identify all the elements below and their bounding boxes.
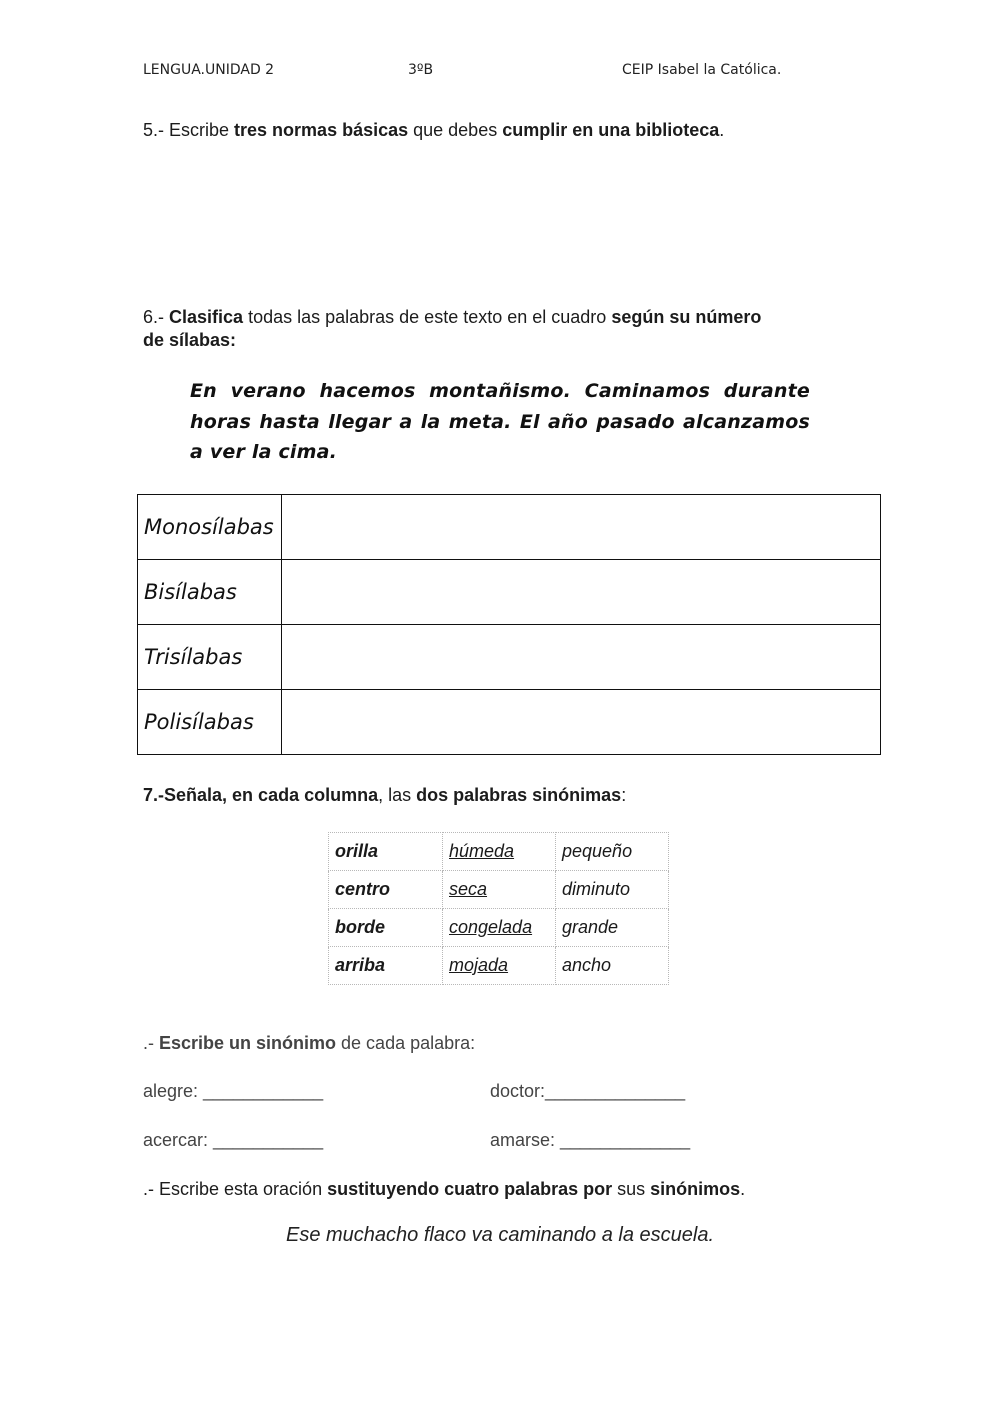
q5-bold-2: cumplir en una biblioteca bbox=[502, 120, 720, 140]
q7-text-2: : bbox=[621, 785, 627, 805]
q9-text-1: sus bbox=[612, 1179, 651, 1199]
q9-text-2: . bbox=[740, 1179, 746, 1199]
question-8 bbox=[143, 1033, 475, 1054]
table-row bbox=[329, 909, 669, 947]
row-label-monosilabas: Monosílabas bbox=[138, 495, 282, 560]
q9-text-0: .- Escribe esta oración bbox=[143, 1179, 328, 1199]
q5-text-1: 5.- Escribe bbox=[143, 120, 235, 140]
q9-bold-2: sinónimos bbox=[650, 1179, 741, 1199]
word-cell[interactable]: arriba bbox=[329, 947, 443, 985]
answer-cell-polisilabas[interactable] bbox=[282, 690, 881, 755]
q6-text-1: todas las palabras de este texto en el cuadro bbox=[243, 307, 612, 327]
word-cell[interactable]: húmeda bbox=[443, 833, 556, 871]
answer-cell-bisilabas[interactable] bbox=[282, 560, 881, 625]
q7-bold-1: .-Señala, en cada columna bbox=[153, 785, 379, 805]
header-class: 3ºB bbox=[408, 62, 434, 78]
answer-cell-monosilabas[interactable] bbox=[282, 495, 881, 560]
word-cell[interactable]: orilla bbox=[329, 833, 443, 871]
table-row bbox=[138, 690, 881, 755]
q8-bold-1: Escribe un sinónimo bbox=[159, 1033, 337, 1053]
q5-bold-1: tres normas básicas bbox=[234, 120, 409, 140]
word-cell[interactable]: mojada bbox=[443, 947, 556, 985]
table-row bbox=[329, 833, 669, 871]
q7-number: 7 bbox=[143, 785, 154, 805]
syllable-table bbox=[137, 494, 881, 755]
header-school: CEIP Isabel la Católica. bbox=[622, 62, 782, 78]
q7-text-1: , las bbox=[378, 785, 417, 805]
q8-text-1: de cada palabra: bbox=[336, 1033, 476, 1053]
table-row bbox=[138, 625, 881, 690]
example-sentence: Ese muchacho flaco va caminando a la escuela. bbox=[285, 1224, 715, 1246]
word-cell[interactable]: pequeño bbox=[556, 833, 669, 871]
word-cell[interactable]: seca bbox=[443, 871, 556, 909]
header-subject: LENGUA.UNIDAD 2 bbox=[143, 62, 275, 78]
word-cell[interactable]: centro bbox=[329, 871, 443, 909]
reading-passage: En verano hacemos montañismo. Caminamos durante horas hasta llegar a la meta. El año pasado alcanzamos a ver la cima. bbox=[190, 380, 810, 463]
synonym-item-amarse bbox=[490, 1130, 690, 1151]
word-cell[interactable]: grande bbox=[556, 909, 669, 947]
answer-blank[interactable]: _____________ bbox=[560, 1130, 691, 1150]
q7-bold-2: dos palabras sinónimas bbox=[416, 785, 622, 805]
row-label-bisilabas: Bisílabas bbox=[138, 560, 282, 625]
row-label-polisilabas: Polisílabas bbox=[138, 690, 282, 755]
synonym-item-doctor bbox=[490, 1081, 685, 1102]
row-label-trisilabas: Trisílabas bbox=[138, 625, 282, 690]
table-row bbox=[138, 495, 881, 560]
q5-text-3: . bbox=[719, 120, 725, 140]
q8-text-0: .- bbox=[143, 1033, 159, 1053]
table-row bbox=[138, 560, 881, 625]
word-cell[interactable]: diminuto bbox=[556, 871, 669, 909]
answer-cell-trisilabas[interactable] bbox=[282, 625, 881, 690]
item-label: doctor: bbox=[490, 1081, 546, 1101]
answer-blank[interactable]: ___________ bbox=[213, 1130, 324, 1150]
item-label: alegre: bbox=[143, 1081, 204, 1101]
question-6-line-1 bbox=[143, 307, 761, 328]
synonym-table bbox=[328, 832, 669, 985]
question-7 bbox=[143, 785, 626, 806]
question-5 bbox=[143, 120, 724, 141]
q5-text-2: que debes bbox=[408, 120, 503, 140]
question-6-line-2 bbox=[143, 330, 236, 351]
word-cell[interactable]: congelada bbox=[443, 909, 556, 947]
q6-bold-3: de sílabas: bbox=[143, 330, 237, 350]
q6-bold-2: según su número bbox=[611, 307, 762, 327]
synonym-item-alegre bbox=[143, 1081, 323, 1102]
synonym-item-acercar bbox=[143, 1130, 323, 1151]
table-row bbox=[329, 871, 669, 909]
table-row bbox=[329, 947, 669, 985]
item-label: amarse: bbox=[490, 1130, 561, 1150]
item-label: acercar: bbox=[143, 1130, 214, 1150]
word-cell[interactable]: borde bbox=[329, 909, 443, 947]
answer-blank[interactable]: ______________ bbox=[545, 1081, 686, 1101]
question-9 bbox=[143, 1179, 745, 1200]
word-cell[interactable]: ancho bbox=[556, 947, 669, 985]
q9-bold-1: sustituyendo cuatro palabras por bbox=[327, 1179, 613, 1199]
q6-number: 6.- bbox=[143, 307, 170, 327]
answer-blank[interactable]: ____________ bbox=[203, 1081, 324, 1101]
q6-bold-1: Clasifica bbox=[169, 307, 244, 327]
